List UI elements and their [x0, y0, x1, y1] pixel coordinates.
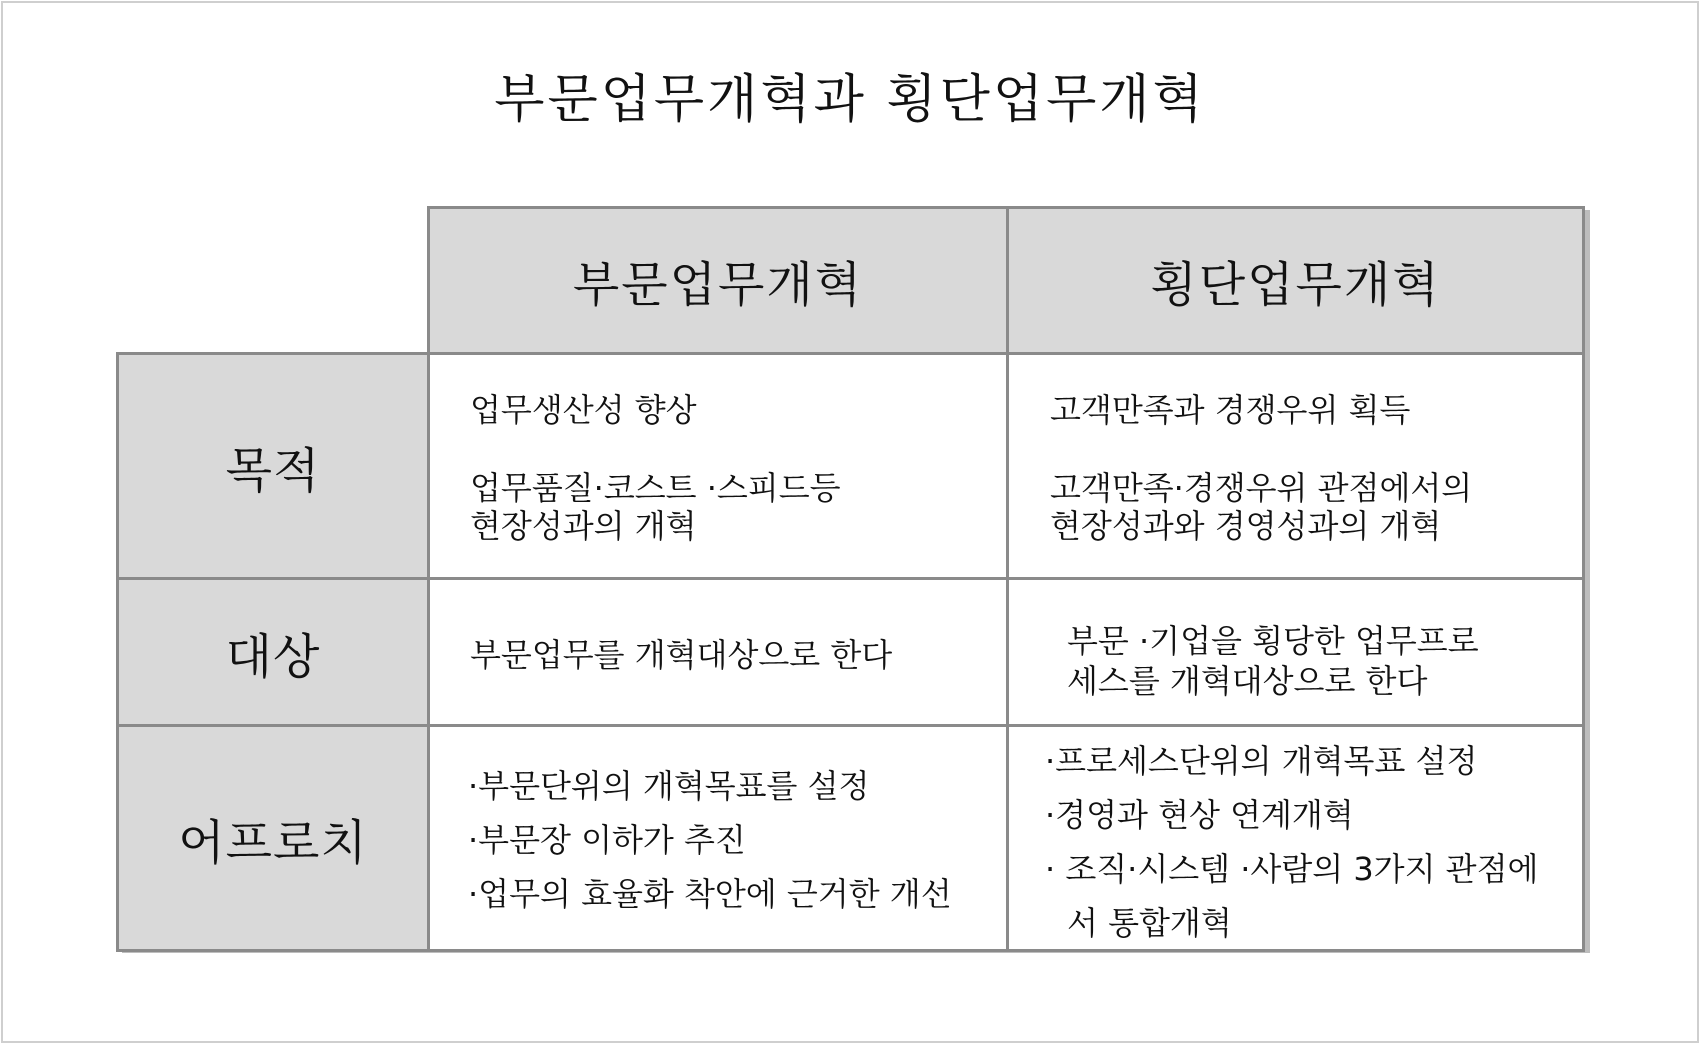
row-header-approach-label: 어프로치	[178, 814, 368, 871]
row-header-approach	[116, 724, 430, 952]
cell-text: ·경영과 현상 연계개혁	[1045, 796, 1354, 834]
cell-text: · 조직·시스템 ·사람의 3가지 관점에	[1045, 850, 1539, 888]
cell-text: 고객만족·경쟁우위 관점에서의	[1050, 469, 1473, 507]
cell-text: 부문업무를 개혁대상으로 한다	[470, 636, 893, 674]
cell-target-departmental	[427, 577, 1009, 727]
cell-text: 고객만족과 경쟁우위 획득	[1050, 391, 1411, 429]
cell-approach-crossfunctional	[1006, 724, 1585, 952]
cell-text: ·부문단위의 개혁목표를 설정	[468, 767, 870, 805]
cell-text: 업무품질·코스트 ·스피드등	[470, 469, 841, 507]
cell-text: 현장성과와 경영성과의 개혁	[1050, 507, 1442, 545]
cell-text: 서 통합개혁	[1067, 904, 1232, 942]
cell-text: 세스를 개혁대상으로 한다	[1067, 662, 1428, 700]
cell-text: 현장성과의 개혁	[470, 507, 697, 545]
row-header-target-label: 대상	[225, 628, 321, 685]
cell-text: ·업무의 효율화 착안에 근거한 개선	[468, 875, 952, 913]
cell-text: 부문 ·기업을 횡당한 업무프로	[1067, 622, 1479, 660]
row-header-purpose	[116, 352, 430, 580]
row-header-target	[116, 577, 430, 727]
column-header-2-label: 횡단업무개혁	[1150, 257, 1441, 313]
cell-target-crossfunctional	[1006, 577, 1585, 727]
cell-approach-departmental	[427, 724, 1009, 952]
diagram-title: 부문업무개혁과 횡단업무개혁	[494, 70, 1206, 130]
column-header-1-label: 부문업무개혁	[572, 257, 864, 313]
row-header-purpose-label: 목적	[225, 442, 321, 499]
cell-text: 업무생산성 향상	[470, 391, 697, 429]
cell-purpose-departmental	[427, 352, 1009, 580]
cell-purpose-crossfunctional	[1006, 352, 1585, 580]
cell-text: ·부문장 이하가 추진	[468, 821, 746, 859]
column-header-1	[427, 206, 1009, 355]
column-header-2	[1006, 206, 1585, 355]
cell-text: ·프로세스단위의 개혁목표 설정	[1045, 742, 1478, 780]
